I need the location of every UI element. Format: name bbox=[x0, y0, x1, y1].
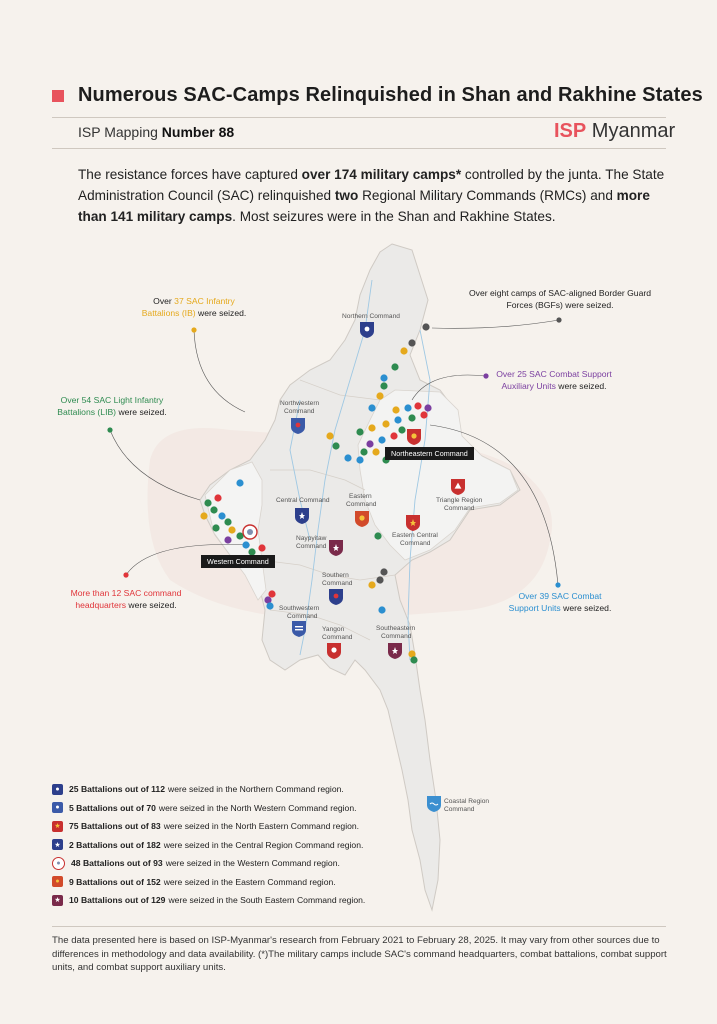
camp-marker-lib bbox=[212, 524, 219, 531]
camp-marker-lib bbox=[204, 499, 211, 506]
callout-ib-text-1: Over bbox=[153, 296, 175, 306]
callout-infantry-battalions bbox=[124, 295, 264, 319]
camp-marker-lib bbox=[410, 656, 417, 663]
camp-marker-hq bbox=[390, 432, 397, 439]
camp-marker-hq bbox=[268, 590, 275, 597]
camp-marker-hq bbox=[420, 411, 427, 418]
callout-bgf-text-1: Over eight camps of SAC-aligned Border Guard bbox=[469, 288, 651, 298]
callout-light-infantry-battalions bbox=[42, 394, 182, 418]
camp-marker-bgf bbox=[376, 576, 383, 583]
callout-line-bgf bbox=[432, 320, 559, 328]
callout-hq-text-2: headquarters bbox=[75, 600, 126, 610]
callout-command-headquarters bbox=[56, 587, 196, 611]
camp-marker-lib bbox=[374, 532, 381, 539]
camp-marker-lib bbox=[224, 518, 231, 525]
callout-dot-bgf bbox=[556, 317, 561, 322]
callout-hq-text-3: were seized. bbox=[126, 600, 177, 610]
label-southwestern-command-2: Command bbox=[287, 613, 318, 620]
camp-marker-ib bbox=[400, 347, 407, 354]
camp-marker-hq bbox=[214, 494, 221, 501]
callout-aux-text-2: Auxiliary Units bbox=[501, 381, 556, 391]
intro-text-3: Regional Military Commands (RMCs) and bbox=[358, 188, 617, 203]
camp-marker-csu bbox=[356, 456, 363, 463]
logo-isp: ISP bbox=[554, 120, 587, 142]
callout-lib-text-2: Battalions (LIB) bbox=[57, 407, 117, 417]
camp-marker-ib bbox=[368, 424, 375, 431]
label-northwestern-command-2: Command bbox=[284, 408, 315, 415]
intro-text-2: controlled by the junta. The State Administration Council (SAC) relinquished bbox=[78, 167, 665, 203]
camp-marker-ib bbox=[382, 420, 389, 427]
camp-marker-lib bbox=[332, 442, 339, 449]
camp-marker-lib bbox=[210, 506, 217, 513]
label-central-command: Central Command bbox=[276, 497, 330, 504]
callout-dot-lib bbox=[107, 427, 112, 432]
label-northern-command: Northern Command bbox=[342, 313, 400, 320]
camp-marker-lib bbox=[408, 414, 415, 421]
callout-ib-text-4: were seized. bbox=[195, 308, 247, 318]
callout-line-ib bbox=[194, 330, 245, 412]
legend-row-eastern bbox=[52, 873, 365, 892]
eastern-command-emblem bbox=[359, 515, 364, 520]
camp-marker-bgf bbox=[422, 323, 429, 330]
legend-row-central bbox=[52, 836, 365, 855]
legend-southeastern-count: 10 Battalions out of 129 bbox=[69, 895, 166, 906]
camp-marker-csu bbox=[404, 404, 411, 411]
callout-bgf-text-2: Forces (BGFs) were seized. bbox=[506, 300, 614, 310]
divider-footer bbox=[52, 926, 666, 927]
callout-dot-csu bbox=[555, 582, 560, 587]
western-command-icon: ● bbox=[52, 857, 65, 870]
label-southeastern-command-2: Command bbox=[381, 633, 412, 640]
southern-command-emblem bbox=[334, 594, 339, 599]
central-command-icon: ★ bbox=[52, 839, 63, 850]
label-naypyitaw-command-2: Command bbox=[296, 543, 327, 550]
intro-bold-3: more than 141 military camps bbox=[78, 188, 650, 224]
series-label-text: ISP Mapping bbox=[78, 124, 162, 140]
legend-central-text: were seized in the Central Region Command region. bbox=[163, 839, 364, 850]
callout-ib-text-3: Battalions (IB) bbox=[141, 308, 196, 318]
camp-marker-csu bbox=[236, 479, 243, 486]
legend-northern-count: 25 Battalions out of 112 bbox=[69, 784, 165, 795]
logo-myanmar: Myanmar bbox=[586, 120, 676, 142]
camp-marker-csu bbox=[242, 541, 249, 548]
intro-bold-2: two bbox=[334, 188, 359, 203]
label-southern-command-1: Southern bbox=[322, 572, 349, 579]
eastern-command-icon: ● bbox=[52, 876, 63, 887]
label-southwestern-command-1: Southwestern bbox=[279, 605, 320, 612]
callout-ib-text-2: 37 SAC Infantry bbox=[174, 296, 235, 306]
camp-marker-ib bbox=[200, 512, 207, 519]
callout-aux-text-3: were seized. bbox=[555, 381, 607, 391]
western-command-icon bbox=[243, 525, 257, 539]
camp-marker-hq bbox=[414, 402, 421, 409]
camp-marker-ib bbox=[228, 526, 235, 533]
legend-eastern-text: were seized in the Eastern Command region. bbox=[163, 876, 336, 887]
label-yangon-command-2: Command bbox=[322, 634, 353, 641]
label-coastal-command-1: Coastal Region bbox=[444, 798, 490, 805]
label-triangle-command-2: Command bbox=[444, 505, 475, 512]
callout-dot-ib bbox=[191, 327, 196, 332]
intro-text-4: . Most seizures were in the Shan and Rakhine States. bbox=[232, 209, 556, 224]
label-yangon-command-1: Yangon bbox=[322, 626, 345, 633]
camp-marker-hq bbox=[258, 544, 265, 551]
legend-northwestern-count: 5 Battalions out of 70 bbox=[69, 802, 156, 813]
camp-marker-csu bbox=[344, 454, 351, 461]
camp-marker-lib bbox=[398, 426, 405, 433]
northwestern-command-icon: ● bbox=[52, 802, 63, 813]
callout-lib-text-3: were seized. bbox=[116, 407, 167, 417]
camp-marker-csu bbox=[378, 606, 385, 613]
camp-marker-lib bbox=[356, 428, 363, 435]
camp-marker-csu bbox=[266, 602, 273, 609]
label-southeastern-command-1: Southeastern bbox=[376, 625, 416, 632]
callout-hq-text-1: More than 12 SAC command bbox=[70, 588, 182, 598]
legend-row-northern bbox=[52, 780, 365, 799]
legend-southeastern-text: were seized in the South Eastern Command region. bbox=[168, 895, 366, 906]
southwestern-command-stripe bbox=[295, 626, 303, 627]
camp-marker-csu bbox=[378, 436, 385, 443]
camp-marker-bgf bbox=[380, 568, 387, 575]
camp-marker-lib bbox=[380, 382, 387, 389]
camp-marker-bgf bbox=[408, 339, 415, 346]
label-eastern-command-2: Command bbox=[346, 501, 377, 508]
series-number: Number 88 bbox=[161, 124, 235, 140]
legend-northeastern-text: were seized in the North Eastern Command region. bbox=[163, 821, 360, 832]
label-eastern-command-1: Eastern bbox=[349, 493, 372, 500]
legend-row-northeastern bbox=[52, 817, 365, 836]
legend-western-count: 48 Battalions out of 93 bbox=[71, 858, 163, 869]
western-command-emblem bbox=[247, 529, 253, 535]
legend-central-count: 2 Battalions out of 182 bbox=[69, 839, 161, 850]
camp-marker-lib bbox=[360, 448, 367, 455]
northeastern-command-emblem bbox=[411, 433, 416, 438]
camp-marker-csu bbox=[394, 416, 401, 423]
label-coastal-command-2: Command bbox=[444, 806, 475, 813]
label-naypyitaw-command-1: Naypyitaw bbox=[296, 535, 327, 542]
intro-text-1: The resistance forces have captured bbox=[78, 167, 302, 182]
northwestern-command-emblem bbox=[296, 423, 301, 428]
southeastern-command-icon: ★ bbox=[52, 895, 63, 906]
legend-western-text: were seized in the Western Command region. bbox=[165, 858, 340, 869]
label-southern-command-2: Command bbox=[322, 580, 353, 587]
camp-marker-ib bbox=[376, 392, 383, 399]
callout-dot-hq bbox=[123, 572, 128, 577]
callout-aux-text-1: Over 25 SAC Combat Support bbox=[496, 369, 612, 379]
legend-eastern-count: 9 Battalions out of 152 bbox=[69, 876, 161, 887]
northeastern-command-icon: ★ bbox=[52, 821, 63, 832]
camp-marker-lib bbox=[391, 363, 398, 370]
callout-csu-text-1: Over 39 SAC Combat bbox=[518, 591, 602, 601]
legend-row-southeastern bbox=[52, 891, 365, 910]
northern-command-emblem bbox=[365, 327, 370, 332]
callout-csu-text-3: were seized. bbox=[560, 603, 612, 613]
intro-bold-1: over 174 military camps* bbox=[301, 167, 462, 182]
legend-row-western bbox=[52, 854, 365, 873]
southwestern-command-stripe bbox=[295, 629, 303, 630]
callout-bgf bbox=[460, 287, 660, 311]
camp-marker-ib bbox=[368, 581, 375, 588]
callout-lib-text-1: Over 54 SAC Light Infantry bbox=[60, 395, 164, 405]
callout-csu-text-2: Support Units bbox=[508, 603, 561, 613]
label-eastern-central-command-2: Command bbox=[400, 540, 431, 547]
camp-marker-csu bbox=[218, 512, 225, 519]
northern-command-icon: ● bbox=[52, 784, 63, 795]
camp-marker-ib bbox=[392, 406, 399, 413]
label-northwestern-command-1: Northwestern bbox=[280, 400, 320, 407]
legend-northern-text: were seized in the Northern Command region. bbox=[168, 784, 344, 795]
label-eastern-central-command-1: Eastern Central bbox=[392, 532, 438, 539]
label-triangle-command-1: Triangle Region bbox=[436, 497, 483, 504]
callout-auxiliary-units bbox=[484, 368, 624, 392]
camp-marker-ib bbox=[326, 432, 333, 439]
legend bbox=[52, 780, 365, 910]
camp-marker-aux bbox=[424, 404, 431, 411]
legend-northwestern-text: were seized in the North Western Command region. bbox=[158, 802, 357, 813]
camp-marker-ib bbox=[372, 448, 379, 455]
camp-marker-csu bbox=[380, 374, 387, 381]
label-northeastern-command: Northeastern Command bbox=[385, 447, 474, 460]
legend-row-northwestern bbox=[52, 799, 365, 818]
camp-marker-aux bbox=[224, 536, 231, 543]
legend-northeastern-count: 75 Battalions out of 83 bbox=[69, 821, 161, 832]
label-western-command: Western Command bbox=[201, 555, 275, 568]
callout-combat-support-units bbox=[490, 590, 630, 614]
yangon-command-emblem bbox=[331, 647, 336, 652]
camp-marker-csu bbox=[368, 404, 375, 411]
page-title: Numerous SAC-Camps Relinquished in Shan and Rakhine States bbox=[78, 84, 703, 106]
camp-marker-aux bbox=[366, 440, 373, 447]
footnote: The data presented here is based on ISP-Myanmar's research from February 2021 to February 28, 2025. It may vary from other sources due to differences in methodology and data availability. (*)The military camps include SAC's command headquarters, combat battalions, combat support units, and combat support auxiliary units. bbox=[52, 935, 667, 973]
